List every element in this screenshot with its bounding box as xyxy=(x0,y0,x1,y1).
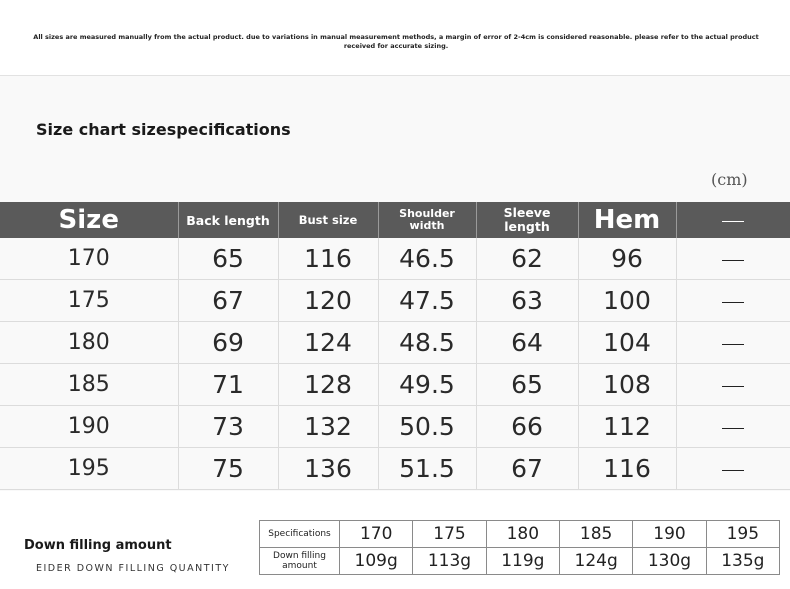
table-cell: 65 xyxy=(178,238,278,280)
table-cell: 180 xyxy=(0,322,178,364)
fill-size-cell: 195 xyxy=(706,521,779,548)
table-cell: 71 xyxy=(178,364,278,406)
header-hem: Hem xyxy=(578,202,676,238)
table-cell: 195 xyxy=(0,448,178,490)
fill-row-amounts xyxy=(260,548,780,575)
table-cell: 190 xyxy=(0,406,178,448)
fill-row-specifications xyxy=(260,521,780,548)
header-shoulder-width xyxy=(378,202,476,238)
table-cell: 170 xyxy=(0,238,178,280)
dash-mark xyxy=(722,386,744,387)
table-cell: 62 xyxy=(476,238,578,280)
table-cell: 124 xyxy=(278,322,378,364)
header-back-length: Back length xyxy=(178,202,278,238)
dash-cell xyxy=(676,448,790,490)
header-size: Size xyxy=(0,202,178,238)
down-filling-label xyxy=(260,548,340,575)
table-row xyxy=(0,448,790,490)
dash-mark xyxy=(722,302,744,303)
table-cell: 75 xyxy=(178,448,278,490)
table-row xyxy=(0,280,790,322)
fill-size-cell: 185 xyxy=(559,521,632,548)
header-shoulder-width-label: Shoulder width xyxy=(399,207,455,232)
header-sleeve-length xyxy=(476,202,578,238)
table-cell: 47.5 xyxy=(378,280,476,322)
header-bust-size: Bust size xyxy=(278,202,378,238)
table-cell: 108 xyxy=(578,364,676,406)
fill-amount-cell: 130g xyxy=(633,548,706,575)
table-cell: 48.5 xyxy=(378,322,476,364)
specifications-label: Specifications xyxy=(260,521,340,548)
table-cell: 100 xyxy=(578,280,676,322)
table-row xyxy=(0,238,790,280)
fill-amount-cell: 113g xyxy=(413,548,486,575)
dash-cell xyxy=(676,238,790,280)
fill-size-cell: 170 xyxy=(340,521,413,548)
table-cell: 112 xyxy=(578,406,676,448)
table-cell: 65 xyxy=(476,364,578,406)
table-cell: 116 xyxy=(278,238,378,280)
table-cell: 66 xyxy=(476,406,578,448)
table-cell: 67 xyxy=(476,448,578,490)
dash-mark xyxy=(722,221,744,222)
header-extra xyxy=(676,202,790,238)
dash-mark xyxy=(722,428,744,429)
measurement-disclaimer: All sizes are measured manually from the actual product. due to variations in manual measurement methods, a margin of error of 2-4cm is considered reasonable. please refer to the actual product received for accurate sizing. xyxy=(33,33,759,50)
table-cell: 104 xyxy=(578,322,676,364)
table-cell: 136 xyxy=(278,448,378,490)
header-sleeve-length-label: Sleeve length xyxy=(503,205,551,234)
dash-mark xyxy=(722,344,744,345)
fill-amount-cell: 119g xyxy=(486,548,559,575)
fill-size-cell: 180 xyxy=(486,521,559,548)
fill-amount-cell: 109g xyxy=(340,548,413,575)
table-cell: 73 xyxy=(178,406,278,448)
down-filling-subtitle: EIDER DOWN FILLING QUANTITY xyxy=(36,563,230,574)
dash-cell xyxy=(676,322,790,364)
table-row xyxy=(0,406,790,448)
down-filling-label-text: Down filling amount xyxy=(273,551,326,571)
dash-cell xyxy=(676,364,790,406)
table-cell: 49.5 xyxy=(378,364,476,406)
down-filling-title: Down filling amount xyxy=(24,538,172,553)
size-chart-title: Size chart sizespecifications xyxy=(36,120,291,139)
table-cell: 51.5 xyxy=(378,448,476,490)
unit-label: (cm) xyxy=(711,170,748,189)
dash-mark xyxy=(722,260,744,261)
fill-amount-cell: 135g xyxy=(706,548,779,575)
dash-cell xyxy=(676,406,790,448)
dash-mark xyxy=(722,470,744,471)
size-table-header xyxy=(0,202,790,238)
size-table xyxy=(0,202,790,490)
table-cell: 69 xyxy=(178,322,278,364)
table-row xyxy=(0,322,790,364)
table-cell: 175 xyxy=(0,280,178,322)
table-cell: 50.5 xyxy=(378,406,476,448)
table-cell: 185 xyxy=(0,364,178,406)
table-row xyxy=(0,364,790,406)
table-cell: 132 xyxy=(278,406,378,448)
fill-size-cell: 190 xyxy=(633,521,706,548)
table-cell: 67 xyxy=(178,280,278,322)
table-cell: 120 xyxy=(278,280,378,322)
fill-amount-cell: 124g xyxy=(559,548,632,575)
dash-cell xyxy=(676,280,790,322)
table-cell: 128 xyxy=(278,364,378,406)
table-cell: 116 xyxy=(578,448,676,490)
table-cell: 64 xyxy=(476,322,578,364)
down-filling-table xyxy=(259,520,780,575)
table-cell: 46.5 xyxy=(378,238,476,280)
table-cell: 96 xyxy=(578,238,676,280)
fill-size-cell: 175 xyxy=(413,521,486,548)
table-cell: 63 xyxy=(476,280,578,322)
